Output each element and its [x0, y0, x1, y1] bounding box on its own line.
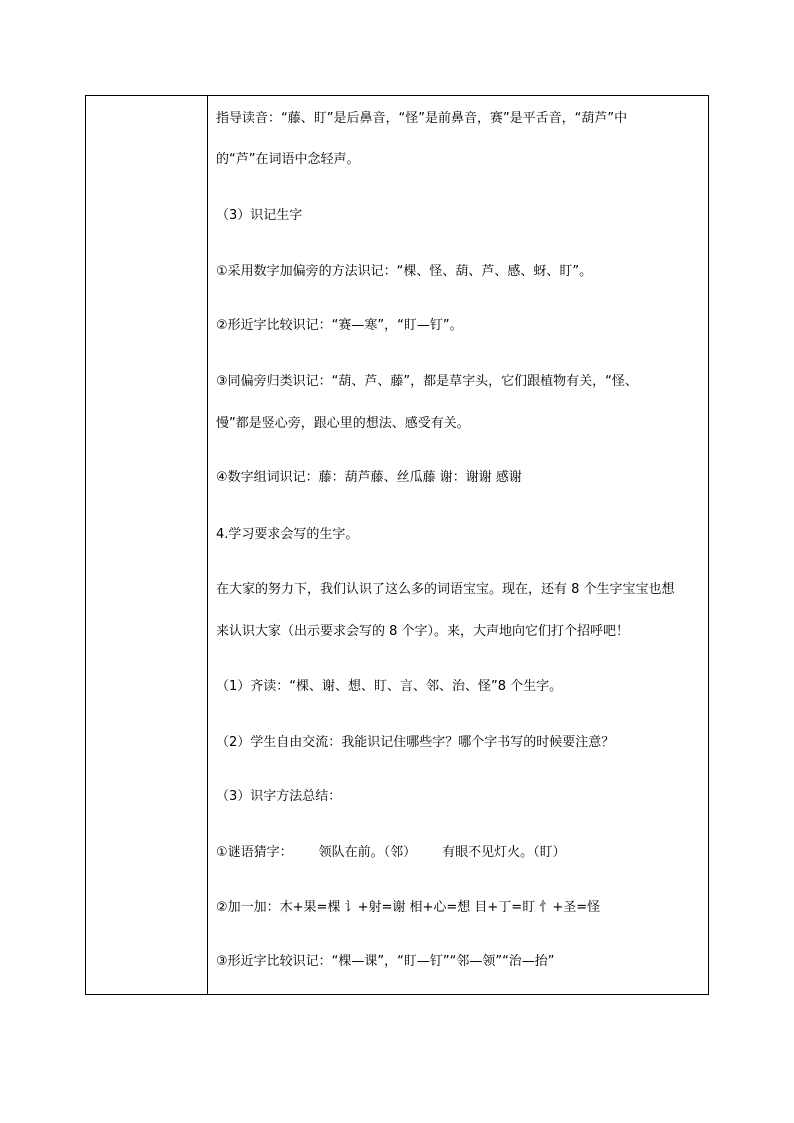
- lesson-table: [85, 95, 709, 995]
- method-3-line-1: ③同偏旁归类识记：“葫、芦、藤”，都是草字头，它们跟植物有关，“怪、: [216, 374, 638, 389]
- step-2-discuss: （2）学生自由交流：我能识记住哪些字？哪个字书写的时候要注意？: [216, 735, 615, 750]
- riddle-1: 领队在前。（邻）: [318, 845, 417, 860]
- section-heading-writing: 4.学习要求会写的生字。: [216, 527, 359, 542]
- riddle-line: [216, 845, 566, 861]
- step-3-summary: （3）识字方法总结：: [216, 789, 342, 804]
- intro-line-2: 来认识大家（出示要求会写的 8 个字）。来，大声地向它们打个招呼吧！: [216, 624, 630, 639]
- step-1-read: （1）齐读：“棵、谢、想、盯、言、邻、治、怪”8 个生字。: [216, 679, 563, 694]
- method-2-line: ②形近字比较识记：“赛—寒”，“盯—钉”。: [216, 318, 463, 333]
- method-1-line: ①采用数字加偏旁的方法识记：“棵、怪、葫、芦、感、蚜、盯”。: [216, 264, 593, 279]
- section-heading-memorize: （3）识记生字: [216, 208, 303, 223]
- riddle-2: 有眼不见灯火。（盯）: [442, 845, 566, 860]
- method-4-line: ④数字组词识记：藤：葫芦藤、丝瓜藤 谢：谢谢 感谢: [216, 470, 522, 485]
- method-3-line-2: 慢”都是竖心旁，跟心里的想法、感受有关。: [216, 416, 470, 431]
- reading-guide-line-2: 的“芦”在词语中念轻声。: [216, 152, 360, 167]
- reading-guide-line-1: 指导读音：“藤、盯”是后鼻音，“怪”是前鼻音，赛”是平舌音，“葫芦”中: [216, 111, 628, 126]
- similar-chars-line: ③形近字比较识记：“棵—课”，“盯—钉”“邻—领”“治—抬”: [216, 954, 555, 969]
- add-method-line: ②加一加：木+果=棵 讠+射=谢 相+心=想 目+丁=盯 忄+圣=怪: [216, 900, 601, 915]
- intro-line-1: 在大家的努力下，我们认识了这么多的词语宝宝。现在，还有 8 个生字宝宝也想: [216, 582, 675, 597]
- column-divider: [207, 96, 208, 994]
- riddle-label: ①谜语猜字：: [216, 845, 293, 860]
